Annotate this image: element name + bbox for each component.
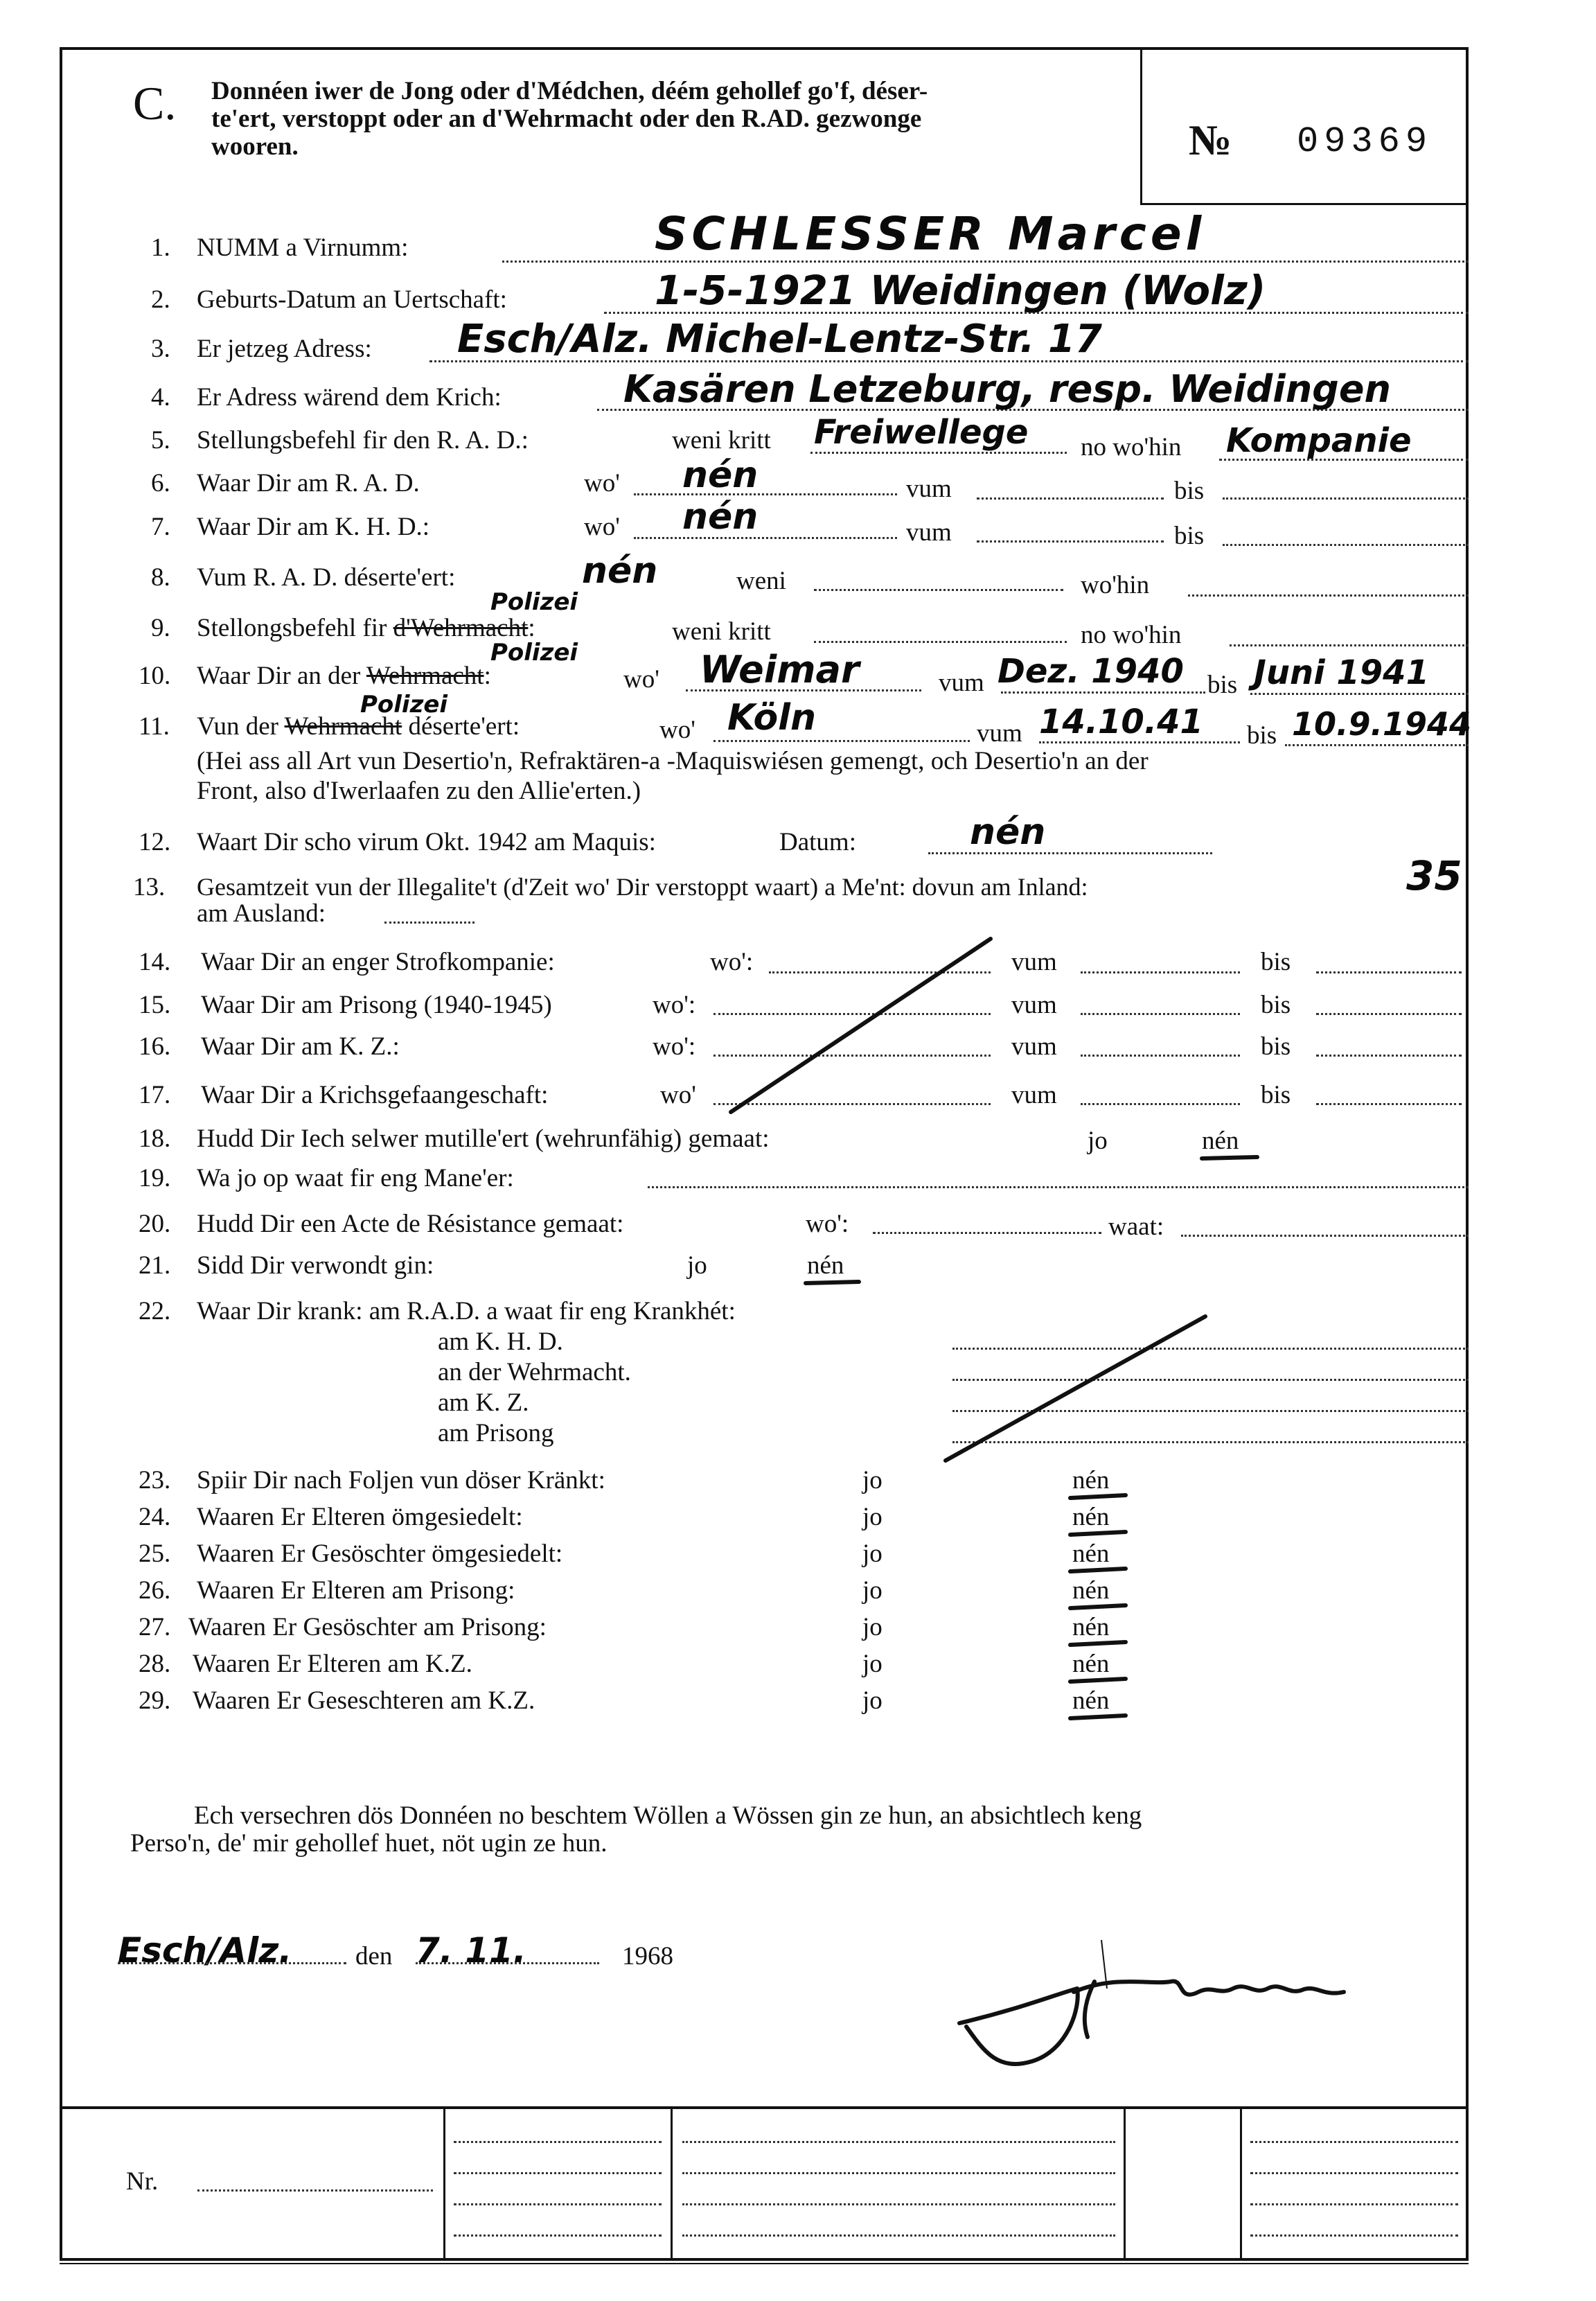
q13-label: Gesamtzeit vun der Illegalite't (d'Zeit wo' Dir verstoppt waart) a Me'nt: dovun am Inland: bbox=[197, 873, 1088, 901]
q10-answer-where: Weimar bbox=[700, 648, 860, 691]
q1-answer: SCHLESSER Marcel bbox=[655, 207, 1206, 261]
q2-label: Geburts-Datum an Uertschaft: bbox=[197, 285, 507, 314]
q11-correction: Polizei bbox=[360, 691, 448, 718]
signature bbox=[1004, 1954, 1406, 2051]
q29-label: Waaren Er Geseschteren am K.Z. bbox=[193, 1686, 535, 1715]
q19-label: Wa jo op waat fir eng Mane'er: bbox=[197, 1164, 514, 1192]
q10-answer-until: Juni 1941 bbox=[1254, 653, 1429, 692]
q7-label: Waar Dir am K. H. D.: bbox=[197, 513, 430, 541]
q25-answer: nén bbox=[1072, 1540, 1110, 1568]
signing-place: Esch/Alz. bbox=[118, 1930, 292, 1971]
q27-answer: nén bbox=[1072, 1613, 1110, 1641]
q15-label: Waar Dir am Prisong (1940-1945) bbox=[201, 991, 552, 1019]
q11-answer-where: Köln bbox=[727, 697, 817, 739]
q29-answer: nén bbox=[1072, 1686, 1110, 1715]
q2-answer: 1-5-1921 Weidingen (Wolz) bbox=[655, 267, 1266, 314]
signing-year: 1968 bbox=[622, 1942, 673, 1971]
q11-note-1: (Hei ass all Art vun Desertio'n, Refraktären-a -Maquiswiésen gemengt, och Desertio'n an der bbox=[197, 747, 1149, 775]
q22-label: Waar Dir krank: am R.A.D. a waat fir eng Krankhét: bbox=[197, 1297, 736, 1325]
q25-label: Waaren Er Gesöschter ömgesiedelt: bbox=[197, 1540, 563, 1568]
q11-answer-from: 14.10.41 bbox=[1039, 703, 1203, 741]
q1-label: NUMM a Virnumm: bbox=[197, 233, 409, 262]
q9-correction: Polizei bbox=[490, 588, 578, 616]
section-letter: C. bbox=[133, 77, 177, 130]
q3-answer: Esch/Alz. Michel-Lentz-Str. 17 bbox=[457, 317, 1102, 362]
q21-label: Sidd Dir verwondt gin: bbox=[197, 1251, 434, 1280]
q7-answer: nén bbox=[682, 496, 759, 538]
q21-answer: nén bbox=[807, 1251, 844, 1280]
q8-label: Vum R. A. D. déserte'ert: bbox=[197, 563, 456, 592]
nr-label: Nr. bbox=[126, 2167, 159, 2196]
section-title: Donnéen iwer de Jong oder d'Médchen, déém gehollef go'f, déser- te'ert, verstoppt oder an d'Wehrmacht oder den R.AD. gezwonge wooren. bbox=[211, 77, 928, 161]
q18-answer: nén bbox=[1202, 1127, 1239, 1155]
q8-answer: nén bbox=[582, 550, 658, 592]
strike-out-14-17 bbox=[731, 939, 991, 1112]
q6-label: Waar Dir am R. A. D. bbox=[197, 469, 420, 497]
number-sign: № bbox=[1189, 117, 1232, 164]
strike-out-22 bbox=[946, 1316, 1205, 1461]
q26-answer: nén bbox=[1072, 1576, 1110, 1605]
q24-label: Waaren Er Elteren ömgesiedelt: bbox=[197, 1503, 523, 1531]
q5-answer-where: Kompanie bbox=[1226, 421, 1412, 460]
q6-answer: nén bbox=[682, 455, 759, 496]
underline-q18 bbox=[1202, 1157, 1257, 1158]
q11-answer-until: 10.9.1944 bbox=[1292, 705, 1471, 743]
q23-label: Spiir Dir nach Foljen vun döser Kränkt: bbox=[197, 1466, 605, 1495]
q5-label: Stellungsbefehl fir den R. A. D.: bbox=[197, 426, 529, 455]
q27-label: Waaren Er Gesöschter am Prisong: bbox=[188, 1613, 547, 1641]
q10-label: Waar Dir an der Wehrmacht: bbox=[197, 662, 491, 690]
q4-answer: Kasären Letzeburg, resp. Weidingen bbox=[623, 367, 1391, 411]
declaration-line-1: Ech versechren dös Donnéen no beschtem Wöllen a Wössen gin ze hun, an absichtlech keng bbox=[194, 1801, 1142, 1830]
q18-label: Hudd Dir Iech selwer mutille'ert (wehrunfähig) gemaat: bbox=[197, 1125, 770, 1153]
q28-answer: nén bbox=[1072, 1650, 1110, 1678]
q13-answer-inland: 35 bbox=[1406, 852, 1462, 899]
q5-answer-when: Freiwellege bbox=[814, 413, 1029, 452]
q12-label: Waart Dir scho virum Okt. 1942 am Maquis: bbox=[197, 828, 656, 856]
underline-q21 bbox=[806, 1282, 859, 1283]
q17-label: Waar Dir a Krichsgefaangeschaft: bbox=[201, 1081, 549, 1109]
q12-answer: nén bbox=[970, 811, 1046, 853]
q16-label: Waar Dir am K. Z.: bbox=[201, 1032, 400, 1061]
q3-label: Er jetzeg Adress: bbox=[197, 335, 372, 363]
bottom-table-top bbox=[60, 2106, 1469, 2109]
q9-label: Stellongsbefehl fir d'Wehrmacht: bbox=[197, 614, 535, 642]
q4-label: Er Adress wärend dem Krich: bbox=[197, 383, 502, 412]
q14-label: Waar Dir an enger Strofkompanie: bbox=[201, 948, 555, 976]
q10-correction: Polizei bbox=[490, 639, 578, 667]
q11-note-2: Front, also d'Iwerlaafen zu den Allie'erten.) bbox=[197, 777, 641, 805]
q10-answer-from: Dez. 1940 bbox=[998, 652, 1184, 691]
q11-label: Vun der Wehrmacht déserte'ert: bbox=[197, 712, 520, 741]
q24-answer: nén bbox=[1072, 1503, 1110, 1531]
q28-label: Waaren Er Elteren am K.Z. bbox=[193, 1650, 472, 1678]
q26-label: Waaren Er Elteren am Prisong: bbox=[197, 1576, 515, 1605]
declaration-line-2: Perso'n, de' mir gehollef huet, nöt ugin ze hun. bbox=[130, 1829, 608, 1858]
signing-date: 7. 11. bbox=[416, 1930, 526, 1971]
document-number: 09369 bbox=[1297, 121, 1433, 162]
q23-answer: nén bbox=[1072, 1466, 1110, 1495]
q20-label: Hudd Dir een Acte de Résistance gemaat: bbox=[197, 1210, 624, 1238]
q13-abroad-label: am Ausland: bbox=[197, 899, 326, 928]
